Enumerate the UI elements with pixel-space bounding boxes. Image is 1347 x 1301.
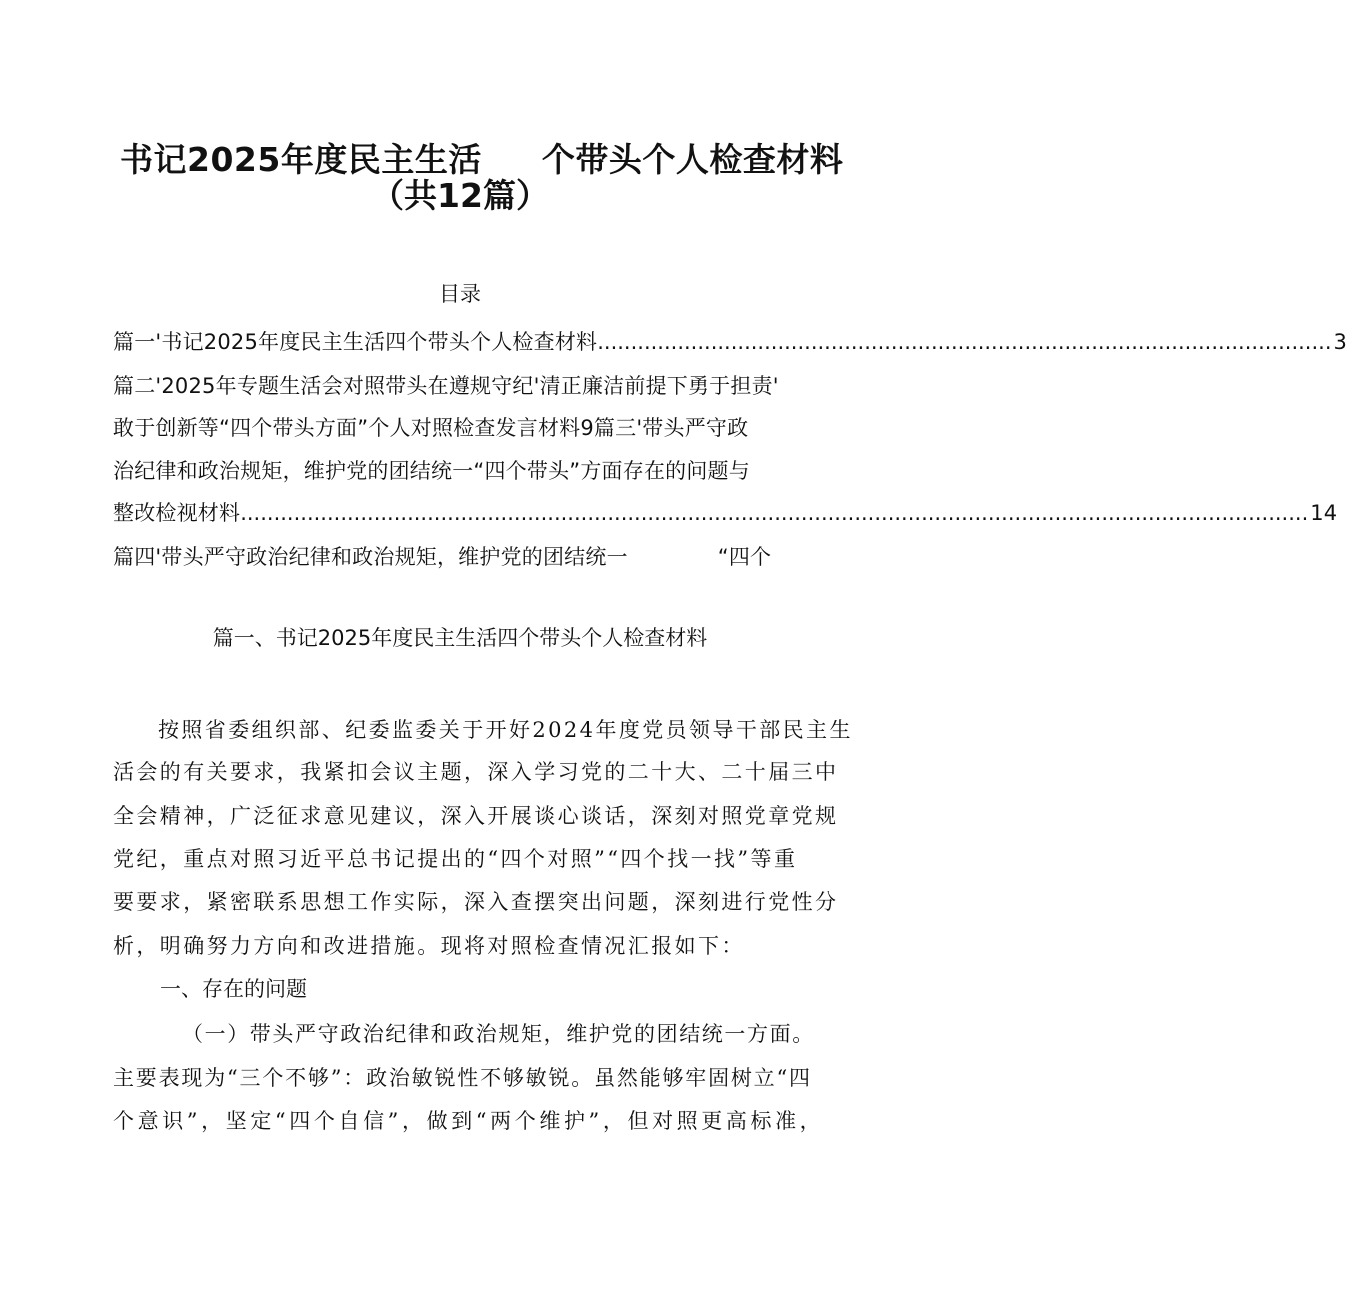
toc-leader-dots: .............................................................................................................. <box>597 330 1332 354</box>
toc-line-5-text: 整改检视材料 <box>113 501 241 525</box>
toc-line-5[interactable] <box>113 497 1338 527</box>
subheading: 一、存在的问题 <box>160 977 307 1001</box>
toc-line-5-page: 14 <box>1310 501 1338 525</box>
paragraph-line: 按照省委组织部、纪委监委关于开好2024年度党员领导干部民主生 <box>158 718 853 742</box>
toc-line-3[interactable]: 敢于创新等“四个带头方面”个人对照检查发言材料9篇三'带头严守政 <box>113 416 749 440</box>
toc-line-4[interactable]: 治纪律和政治规矩，维护党的团结统一“四个带头”方面存在的问题与 <box>113 459 750 483</box>
toc-line-2[interactable]: 篇二'2025年专题生活会对照带头在遵规守纪'清正廉洁前提下勇于担责' <box>113 374 779 398</box>
paragraph-line: 析，明确努力方向和改进措施。现将对照检查情况汇报如下： <box>113 934 745 958</box>
title-part1: 书记2025年度民主生活 <box>120 140 482 179</box>
document-subtitle: （共12篇） <box>371 176 549 215</box>
paragraph-line: 全会精神，广泛征求意见建议，深入开展谈心谈话，深刻对照党章党规 <box>113 804 839 828</box>
section-heading: 篇一、书记2025年度民主生活四个带头个人检查材料 <box>212 626 708 650</box>
paragraph-line: 主要表现为“三个不够”：政治敏锐性不够敏锐。虽然能够牢固树立“四 <box>113 1066 812 1090</box>
toc-entry-1-text: 篇一'书记2025年度民主生活四个带头个人检查材料 <box>113 330 598 354</box>
paragraph-line: 党纪，重点对照习近平总书记提出的“四个对照”“四个找一找”等重 <box>113 847 798 871</box>
toc-heading: 目录 <box>439 282 481 306</box>
paragraph-line: 个意识”，坚定“四个自信”，做到“两个维护”，但对照更高标准， <box>113 1109 825 1133</box>
toc-entry-1[interactable] <box>113 326 1347 356</box>
title-part2: 个带头个人检查材料 <box>541 140 844 179</box>
toc-line-6-part1: 篇四'带头严守政治纪律和政治规矩，维护党的团结统一 <box>113 545 628 569</box>
toc-line-6[interactable] <box>113 541 771 571</box>
toc-leader-dots: ................................................................................................................................................................ <box>240 501 1309 525</box>
toc-entry-1-page: 3 <box>1333 330 1347 354</box>
paragraph-line: （一）带头严守政治纪律和政治规矩，维护党的团结统一方面。 <box>182 1022 815 1046</box>
toc-line-6-part2: “四个 <box>717 545 772 569</box>
paragraph-line: 活会的有关要求，我紧扣会议主题，深入学习党的二十大、二十届三中 <box>113 760 839 784</box>
paragraph-line: 要要求，紧密联系思想工作实际，深入查摆突出问题，深刻进行党性分 <box>113 890 839 914</box>
